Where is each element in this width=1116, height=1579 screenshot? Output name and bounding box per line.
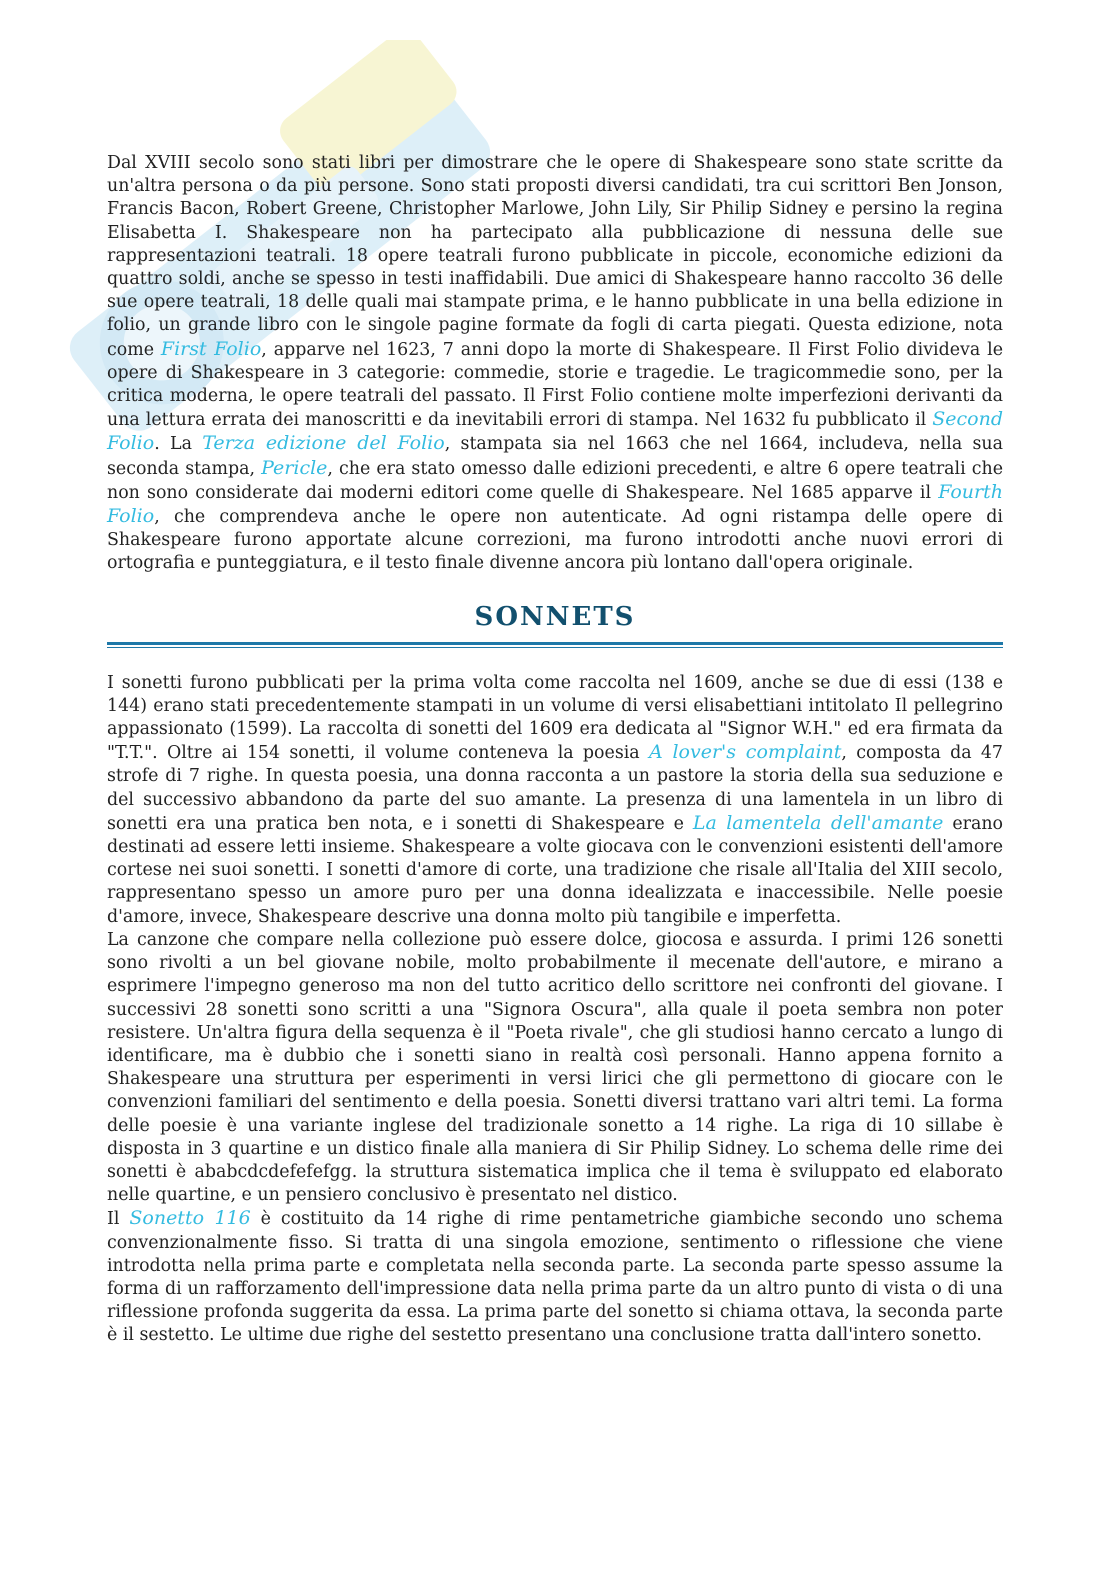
sonnets-section <box>107 672 1003 1348</box>
link-first-folio[interactable]: First Folio <box>160 337 262 360</box>
link-fourth-folio[interactable]: Fourth Folio <box>107 480 1003 528</box>
link-second-folio[interactable]: Second Folio <box>107 408 1003 455</box>
section-divider <box>107 642 1003 648</box>
link-pericle[interactable]: Pericle <box>261 456 328 479</box>
sonnets-paragraph-1: I sonetti furono pubblicati per la prima volta come raccolta nel 1609, anche se due di essi (138 e 144) erano stati precedentemente stampati in un volume di versi elisabettiani intitolato Il pellegrino appassionato (1599). La raccolta di sonetti del 1609 era dedicata al "Signor W.H." ed era firmata da "T.T.". Oltre ai 154 sonetti, il volume conteneva la poesia A lover's complaint, composta da 47 strofe di 7 righe. In questa poesia, una donna racconta a un pastore la storia della sua seduzione e del successivo abbandono da parte del suo amante. La presenza di una lamentela in un libro di sonetti era una pratica ben nota, e i sonetti di Shakespeare e La lamentela dell'amante erano destinati ad essere letti insieme. Shakespeare a volte giocava con le convenzioni esistenti dell'amore cortese nei suoi sonetti. I sonetti d'amore di corte, una tradizione che risale all'Italia del XIII secolo, rappresentano spesso un amore puro per una donna idealizzata e inaccessibile. Nelle poesie d'amore, invece, Shakespeare descrive una donna molto più tangibile e imperfetta. <box>107 672 1004 927</box>
section-title-sonnets: SONNETS <box>474 601 636 632</box>
sonnets-paragraph-3: Il Sonetto 116 è costituito da 14 righe di rime pentametriche giambiche secondo uno schema convenzionalmente fisso. Si tratta di una singola emozione, sentimento o riflessione che viene introdotta nella prima parte e completata nella seconda parte. La seconda parte spesso assume la forma di un rafforzamento dell'impressione data nella prima parte da un altro punto di vista o di una riflessione profonda suggerita da essa. La prima parte del sonetto si chiama ottava, la seconda parte è il sestetto. Le ultime due righe del sestetto presentano una conclusione tratta dall'intero sonetto. <box>107 1207 1003 1346</box>
link-terza-edizione-folio[interactable]: Terza edizione del Folio <box>202 432 445 455</box>
link-la-lamentela-dellamante[interactable]: La lamentela dell'amante <box>692 811 944 834</box>
page-content <box>107 152 1003 1348</box>
sonnets-paragraph-2: La canzone che compare nella collezione può essere dolce, giocosa e assurda. I primi 126 sonetti sono rivolti a un bel giovane nobile, molto probabilmente il mecenate dell'autore, e mirano a esprimere l'impegno generoso ma non del tutto acritico dello scrittore nei confronti del giovane. I successivi 28 sonetti sono scritti a una "Signora Oscura", alla quale il poeta sembra non poter resistere. Un'altra figura della sequenza è il "Poeta rivale", che gli studiosi hanno cercato a lungo di identificare, ma è dubbio che i sonetti siano in realtà così personali. Hanno appena fornito a Shakespeare una struttura per esperimenti in versi lirici che gli permettono di giocare con le convenzioni familiari del sentimento e della poesia. Sonetti diversi trattano vari altri temi. La forma delle poesie è una variante inglese del tradizionale sonetto a 14 righe. La riga di 10 sillabe è disposta in 3 quartine e un distico finale alla maniera di Sir Philip Sidney. Lo schema delle rime dei sonetti è ababcdcdefefefgg. la struttura sistematica implica che il tema è sviluppato ed elaborato nelle quartine, e un pensiero conclusivo è presentato nel distico. <box>107 929 1003 1206</box>
link-sonetto-116[interactable]: Sonetto 116 <box>129 1207 251 1230</box>
intro-paragraph: Dal XVIII secolo sono stati libri per dimostrare che le opere di Shakespeare sono state scritte da un'altra persona o da più persone. Sono stati proposti diversi candidati, tra cui scrittori Ben Jonson, Francis Bacon, Robert Greene, Christopher Marlowe, John Lily, Sir Philip Sidney e persino la regina Elisabetta I. Shakespeare non ha partecipato alla pubblicazione di nessuna delle sue rappresentazioni teatrali. 18 opere teatrali furono pubblicate in piccole, economiche edizioni da quattro soldi, anche se spesso in testi inaffidabili. Due amici di Shakespeare hanno raccolto 36 delle sue opere teatrali, 18 delle quali mai stampate prima, e le hanno pubblicate in una bella edizione in folio, un grande libro con le singole pagine formate da fogli di carta piegati. Questa edizione, nota come First Folio, apparve nel 1623, 7 anni dopo la morte di Shakespeare. Il First Folio divideva le opere di Shakespeare in 3 categorie: commedie, storie e tragedie. Le tragicommedie sono, per la critica moderna, le opere teatrali del passato. Il First Folio contiene molte imperfezioni derivanti da una lettura errata dei manoscritti e da inevitabili errori di stampa. Nel 1632 fu pubblicato il Second Folio. La Terza edizione del Folio, stampata sia nel 1663 che nel 1664, includeva, nella sua seconda stampa, Pericle, che era stato omesso dalle edizioni precedenti, e altre 6 opere teatrali che non sono considerate dai moderni editori come quelle di Shakespeare. Nel 1685 apparve il Fourth Folio, che comprendeva anche le opere non autenticate. Ad ogni ristampa delle opere di Shakespeare furono apportate alcune correzioni, ma furono introdotti anche nuovi errori di ortografia e punteggiatura, e il testo finale divenne ancora più lontano dall'opera originale. <box>107 153 1003 574</box>
link-a-lovers-complaint[interactable]: A lover's complaint <box>648 741 842 764</box>
